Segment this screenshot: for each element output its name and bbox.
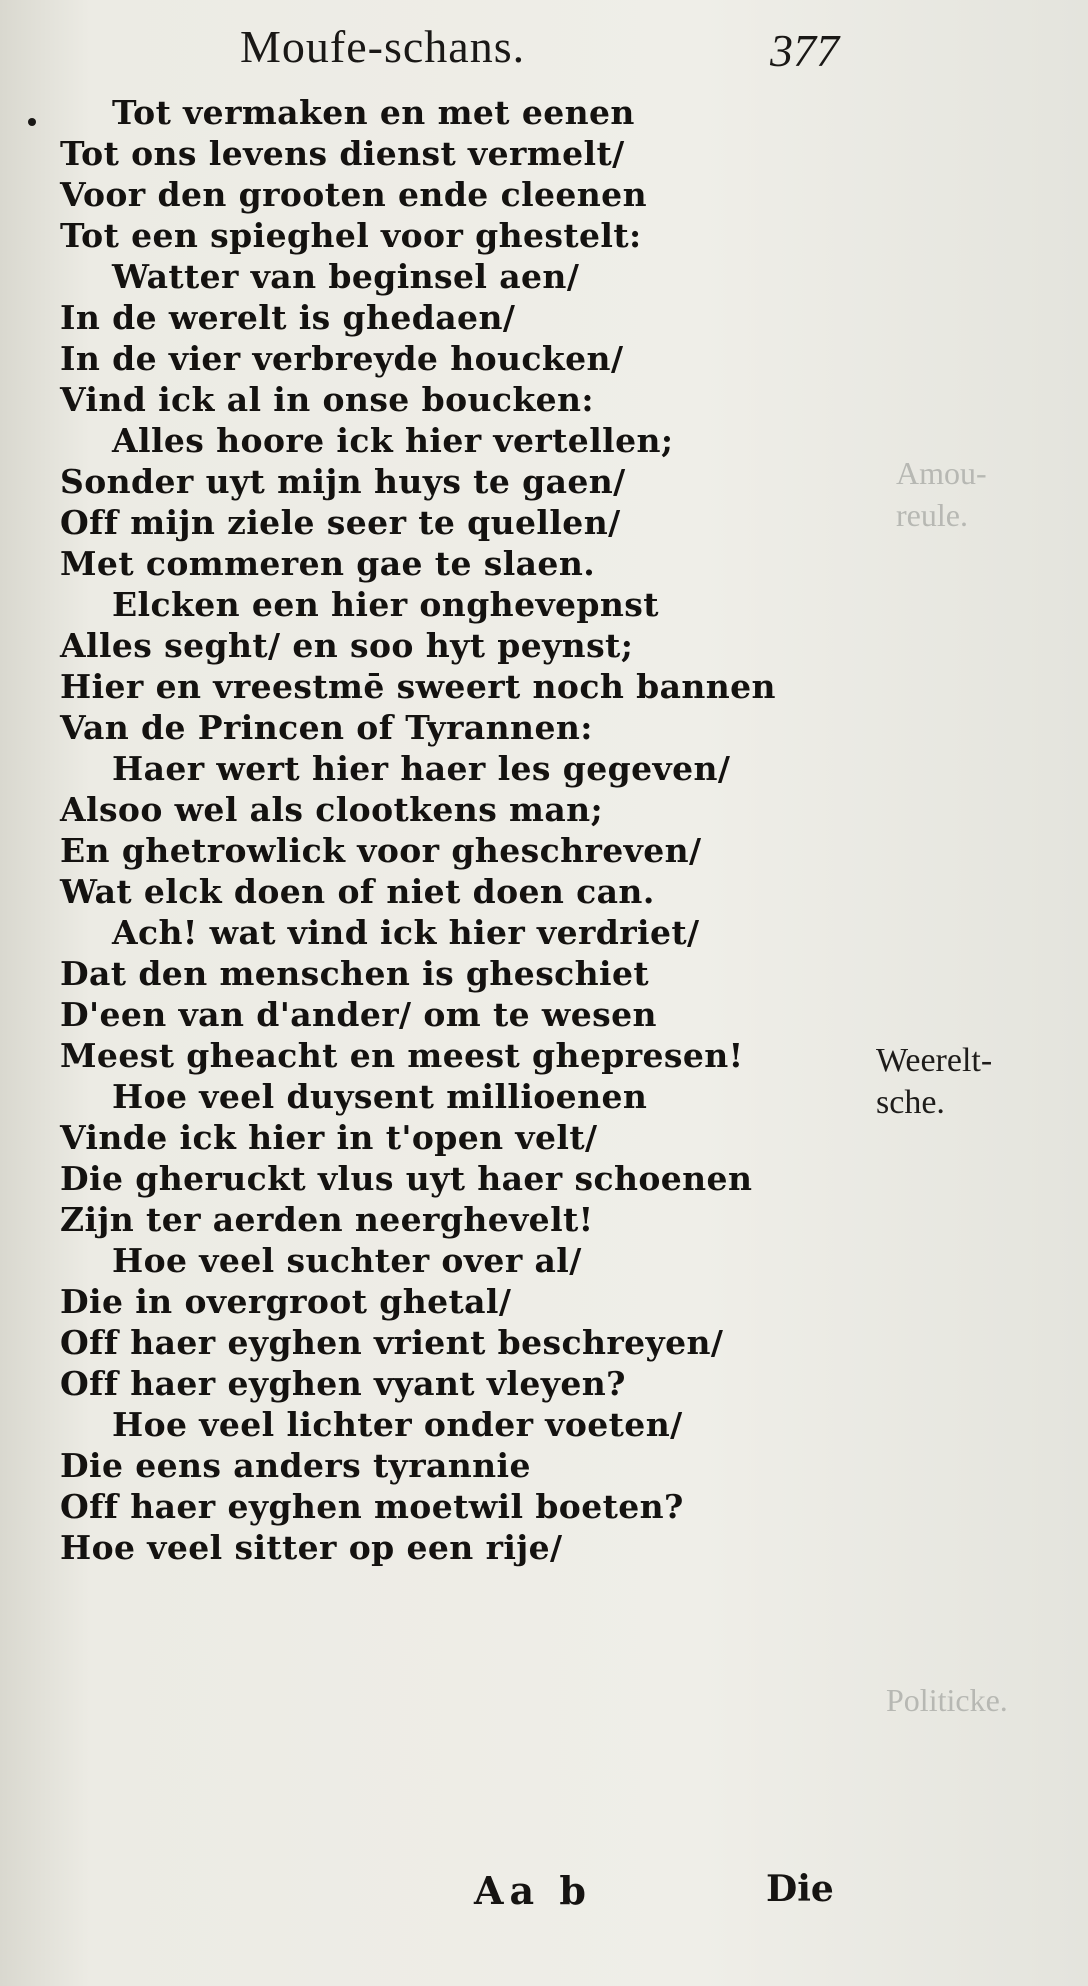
verse-line: Vinde ick hier in t'open velt/: [60, 1118, 598, 1157]
show-through-note-politicke: Politicke.: [886, 1682, 1008, 1718]
verse-line: Elcken een hier onghevepnst: [112, 585, 659, 624]
signature-mark: Aa b: [474, 1868, 592, 1913]
page-header: [0, 14, 1088, 94]
page-footer: [0, 1868, 1088, 1938]
verse-line: Ach! wat vind ick hier verdriet/: [112, 913, 700, 952]
verse-line: Alles seght/ en soo hyt peynst;: [60, 626, 634, 665]
verse-line: Zijn ter aerden neerghevelt!: [60, 1200, 594, 1239]
verse-line: Hoe veel suchter over al/: [112, 1241, 582, 1280]
verse-line: Die in overgroot ghetal/: [60, 1282, 512, 1321]
verse-line: In de werelt is ghedaen/: [60, 298, 516, 337]
margin-note-line: sche.: [876, 1084, 945, 1121]
verse-line: Hoe veel lichter onder voeten/: [112, 1405, 683, 1444]
verse-line: Meest gheacht en meest ghepresen!: [60, 1036, 744, 1075]
show-through-note-amoureule: [896, 452, 987, 536]
verse-line: En ghetrowlick voor gheschreven/: [60, 831, 702, 870]
verse-line: In de vier verbreyde houcken/: [60, 339, 624, 378]
verse-line: Met commeren gae te slaen.: [60, 544, 596, 583]
verse-line: Off haer eyghen vyant vleyen?: [60, 1364, 626, 1403]
verse-line: Watter van beginsel aen/: [112, 257, 580, 296]
running-title: Moufe-schans.: [240, 21, 526, 72]
verse-line: Van de Princen of Tyrannen:: [60, 708, 593, 747]
verse-line: Haer wert hier haer les gegeven/: [112, 749, 731, 788]
verse-line: Vind ick al in onse boucken:: [60, 380, 594, 419]
verse-line: Tot vermaken en met eenen: [112, 93, 635, 132]
margin-note-weereltsche: [876, 1040, 1076, 1124]
verse-line: Die gheruckt vlus uyt haer schoenen: [60, 1159, 753, 1198]
verse-line: Alles hoore ick hier vertellen;: [112, 421, 674, 460]
page-number: 377: [770, 25, 839, 76]
verse-line: Hier en vreestmē sweert noch bannen: [60, 667, 776, 706]
bullet-mark-icon: [28, 118, 36, 126]
show-through-line: Amou-: [896, 455, 987, 491]
verse-line: Off haer eyghen moetwil boeten?: [60, 1487, 684, 1526]
verse-line: Sonder uyt mijn huys te gaen/: [60, 462, 626, 501]
verse-line: Voor den grooten ende cleenen: [60, 175, 647, 214]
verse-line: Hoe veel duysent millioenen: [112, 1077, 648, 1116]
verse-line: Off haer eyghen vrient beschreyen/: [60, 1323, 724, 1362]
verse-line: Off mijn ziele seer te quellen/: [60, 503, 621, 542]
catchword: Die: [766, 1868, 834, 1910]
verse-line: Wat elck doen of niet doen can.: [60, 872, 655, 911]
verse-line: Alsoo wel als clootkens man;: [60, 790, 604, 829]
verse-line: Hoe veel sitter op een rije/: [60, 1528, 563, 1567]
margin-note-line: Weerelt-: [876, 1042, 993, 1079]
poem-text: [60, 92, 880, 1568]
verse-line: Tot een spieghel voor ghestelt:: [60, 216, 642, 255]
verse-line: Tot ons levens dienst vermelt/: [60, 134, 625, 173]
verse-line: Die eens anders tyrannie: [60, 1446, 531, 1485]
show-through-line: reule.: [896, 497, 968, 533]
verse-line: D'een van d'ander/ om te wesen: [60, 995, 657, 1034]
verse-line: Dat den menschen is gheschiet: [60, 954, 650, 993]
